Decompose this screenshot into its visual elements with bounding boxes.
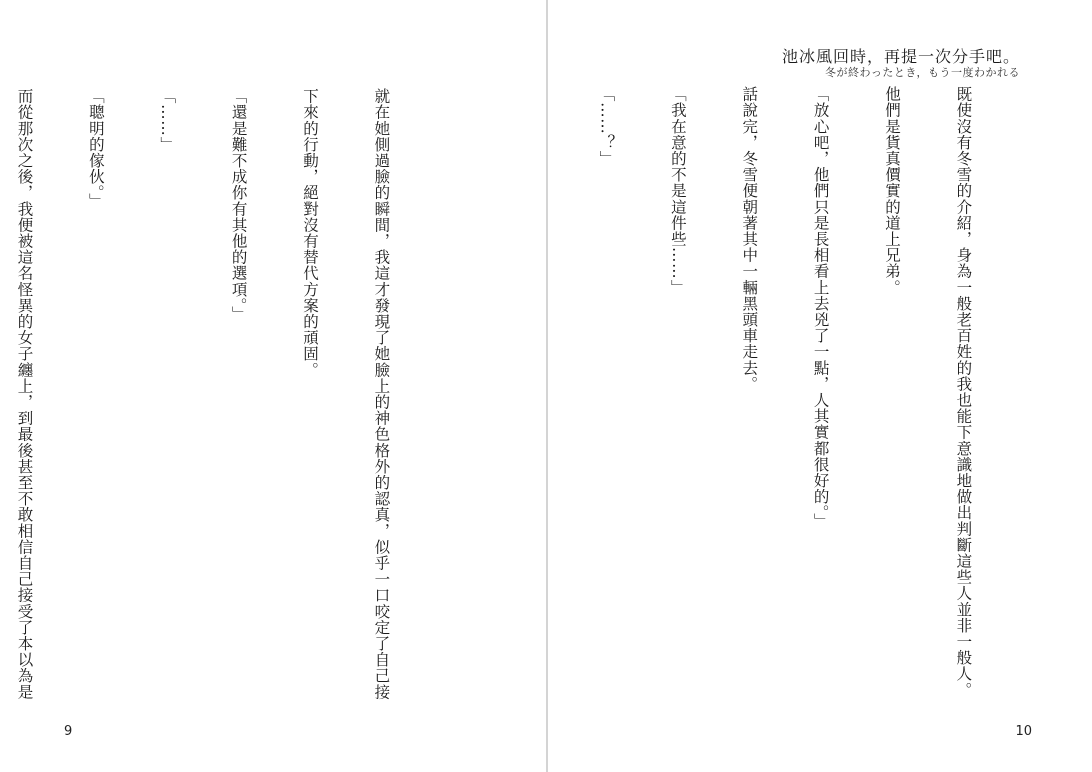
text-line: 「……？」 <box>597 86 616 167</box>
text-line: 「還是難不成你有其他的選項。」 <box>229 88 248 322</box>
text-line: 「放心吧，他們只是長相看上去兇了一點，人其實都很好的。」 <box>811 86 830 530</box>
running-header-title: 池冰風回時，再提一次分手吧。 <box>781 47 1020 66</box>
page-number-left: 9 <box>64 724 73 739</box>
running-header-subtitle: 冬が終わったとき，もう一度わかれる <box>825 66 1020 79</box>
page-number-right: 10 <box>1015 724 1032 739</box>
left-page-body <box>0 88 440 728</box>
right-page-body <box>548 86 1022 726</box>
text-line: 下來的行動，絕對沒有替代方案的頑固。 <box>301 88 320 378</box>
text-line: 「……」 <box>158 88 177 153</box>
text-line: 「聰明的傢伙。」 <box>86 88 105 210</box>
text-line: 就在她側過臉的瞬間，我這才發現了她臉上的神色格外的認真，似乎一口咬定了自己接 <box>372 88 391 700</box>
right-page <box>548 0 1092 772</box>
text-line: 而從那次之後，我便被這名怪異的女子纏上，到最後甚至不敢相信自己接受了本以為是 <box>15 88 34 700</box>
text-line: 他們是貨真價實的道上兄弟。 <box>883 86 902 296</box>
text-line: 既使沒有冬雪的介紹，身為一般老百姓的我也能下意識地做出判斷這些人並非一般人。 <box>954 86 973 698</box>
text-line: 「我在意的不是這件些……」 <box>668 86 687 296</box>
text-line: 話說完，冬雪便朝著其中一輛黑頭車走去。 <box>740 86 759 392</box>
